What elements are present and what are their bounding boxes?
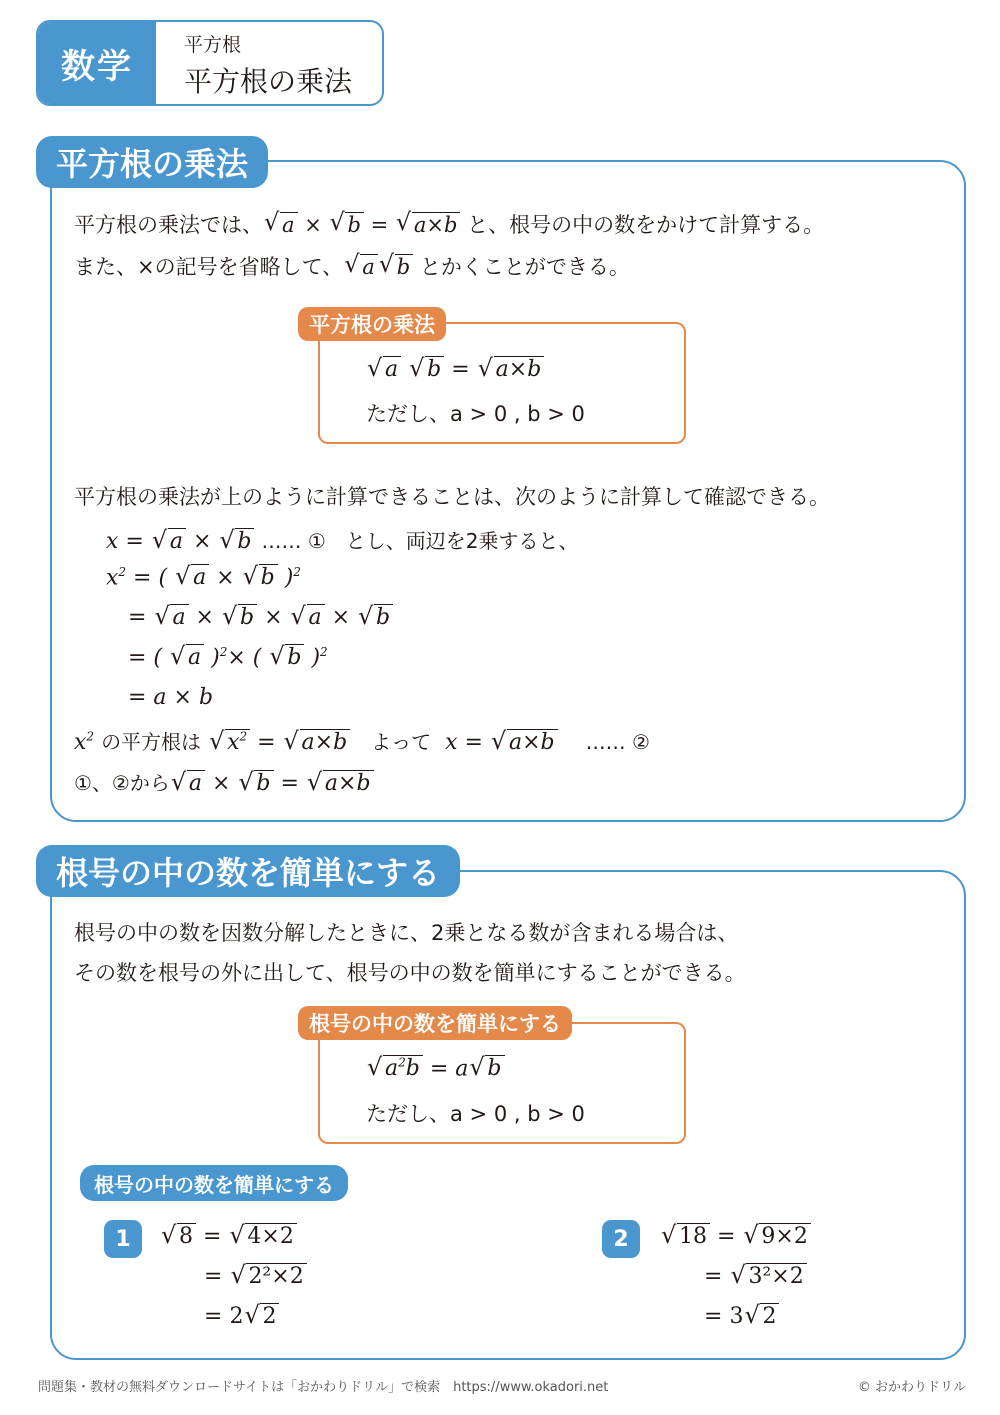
example-2-badge: 2 bbox=[602, 1220, 640, 1258]
example-1-line-3: = 2√ 2 bbox=[204, 1304, 279, 1329]
formula-inline-1: √ a × √ b = √ a×b bbox=[263, 213, 460, 237]
section2-para2: その数を根号の外に出して、根号の中の数を簡単にすることができる。 bbox=[74, 961, 746, 985]
subject-label: 数学 bbox=[38, 22, 156, 104]
footer-copyright: © おかわりドリル bbox=[857, 1380, 966, 1395]
formula-simplify-rule: √ $a^2b = a√$ b bbox=[366, 1056, 505, 1081]
section2-para1: 根号の中の数を因数分解したときに、2乗となる数が含まれる場合は、 bbox=[74, 921, 739, 945]
example-2-line-2: = √ 3²×2 bbox=[704, 1264, 807, 1289]
section2-title: 根号の中の数を簡単にする bbox=[36, 845, 460, 897]
proof-line-1: x = √ a × √ b …… ① とし、両辺を2乗すると、 bbox=[106, 525, 578, 554]
formula-condition: ただし、a > 0 , b > 0 bbox=[366, 402, 585, 426]
section1-title: 平方根の乗法 bbox=[36, 136, 268, 188]
example-1-line-2: = √ 2²×2 bbox=[204, 1264, 307, 1289]
proof-intro: 平方根の乗法が上のように計算できることは、次のように計算して確認できる。 bbox=[74, 485, 830, 509]
proof-line-3: = √ a × √ b × √ a × √ b bbox=[128, 605, 393, 630]
formula-inline-2: √ a√ b bbox=[343, 255, 413, 279]
proof-line-4: = ( √ a )$^2$× ( √ b )$^2$ bbox=[128, 645, 328, 670]
proof-line-6: $x^2$ の平方根は √ $x^2$ = √ a×b よって x = √ a×b …… ② bbox=[74, 726, 650, 755]
example-1-badge: 1 bbox=[104, 1220, 142, 1258]
example-2-line-1: √ 18 = √ 9×2 bbox=[660, 1224, 811, 1249]
section1-para1: 平方根の乗法では、√ a × √ b = √ a×b と、根号の中の数をかけて計算する。 bbox=[74, 204, 954, 246]
section1-para2: また、×の記号を省略して、√ a√ b とかくことができる。 bbox=[74, 246, 954, 288]
formula-box-title: 平方根の乗法 bbox=[298, 307, 446, 341]
proof-conclusion: ①、②から√ a × √ b = √ a×b bbox=[74, 767, 374, 796]
formula2-condition: ただし、a > 0 , b > 0 bbox=[366, 1102, 585, 1126]
examples-tag: 根号の中の数を簡単にする bbox=[80, 1165, 348, 1201]
header-card bbox=[36, 20, 384, 106]
topic-title: 平方根の乗法 bbox=[184, 65, 353, 98]
formula-box2-title: 根号の中の数を簡単にする bbox=[298, 1006, 572, 1040]
proof-line-5: = a × b bbox=[128, 685, 214, 710]
unit-label: 平方根 bbox=[184, 34, 242, 56]
example-1-line-1: √ 8 = √ 4×2 bbox=[160, 1224, 297, 1249]
proof-line-2: $x^2$ = ( √ a × √ b )$^2$ bbox=[106, 565, 301, 590]
example-2-line-3: = 3√ 2 bbox=[704, 1304, 779, 1329]
formula-rule: √ a √ b = √ a×b bbox=[366, 357, 544, 382]
footer-site-info: 問題集・教材の無料ダウンロードサイトは「おかわりドリル」で検索 https://www.okadori.net bbox=[38, 1380, 609, 1395]
